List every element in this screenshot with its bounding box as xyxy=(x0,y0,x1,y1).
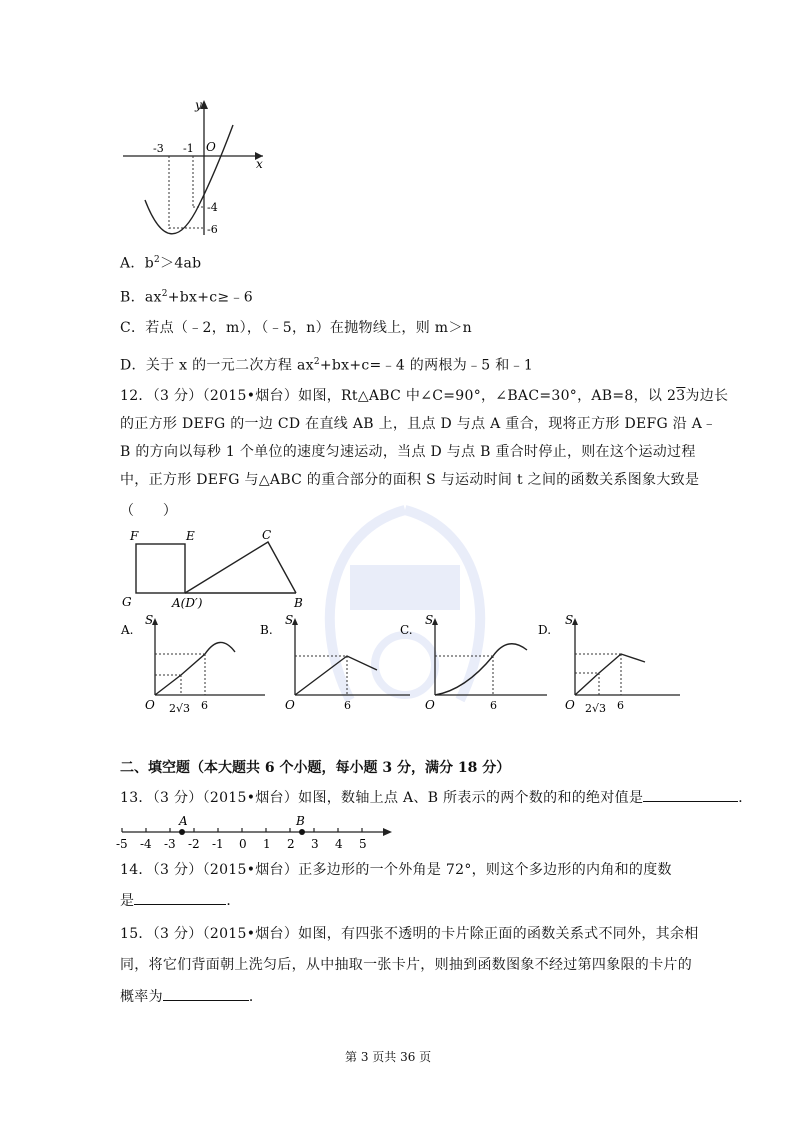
graph-option-c xyxy=(400,613,547,712)
tick-label: 6 xyxy=(617,699,624,712)
q12-line-3: B 的方向以每秒 1 个单位的速度匀速运动，当点 D 与点 B 重合时停止，则在这个运动过程 xyxy=(120,444,696,460)
number-line-arrow xyxy=(383,828,392,836)
option-label: B. xyxy=(260,623,273,637)
y-axis-label: y xyxy=(195,98,202,112)
tick-label: -3 xyxy=(153,142,164,155)
q15-line-1: 15．（3 分）（2015•烟台）如图，有四张不透明的卡片除正面的函数关系式不同外，其余相 xyxy=(120,926,699,942)
tick-label: 6 xyxy=(344,699,351,712)
section-heading: 二、填空题（本大题共 6 个小题，每小题 3 分，满分 18 分） xyxy=(120,760,511,776)
axis-label: S xyxy=(565,613,574,627)
origin-label: O xyxy=(285,698,295,712)
tick-label: -1 xyxy=(212,837,224,851)
q11-option-a: A．$b^2>4ab$ xyxy=(120,255,202,272)
q12-line-4: 中，正方形 DEFG 与△ABC 的重合部分的面积 S 与运动时间 t 之间的函数关系图象大致是 xyxy=(120,472,700,488)
q15-line-2: 同，将它们背面朝上洗匀后，从中抽取一张卡片，则抽到函数图象不经过第四象限的卡片的 xyxy=(120,957,692,973)
graph-option-d xyxy=(538,613,680,715)
tick-label: 2 xyxy=(287,837,295,851)
graph-option-b xyxy=(260,613,410,712)
tick-label: 1 xyxy=(263,837,271,851)
tick-label: 2√3 xyxy=(585,702,607,715)
answer-blank xyxy=(134,890,226,905)
point-a-marker xyxy=(179,829,185,835)
point-label: F xyxy=(130,529,139,543)
tick-label: 6 xyxy=(201,699,208,712)
q12-answer-paren: （ ） xyxy=(120,503,178,519)
square-triangle-figure xyxy=(118,528,318,610)
x-axis-label: x xyxy=(256,157,263,171)
q14-line-1: 14．（3 分）（2015•烟台）正多边形的一个外角是 72°，则这个多边形的内角和的度数 xyxy=(120,862,672,878)
tick-label: -2 xyxy=(188,837,200,851)
tick-label: 3 xyxy=(311,837,319,851)
option-label: C. xyxy=(400,623,413,637)
axis-label: S xyxy=(425,613,434,627)
point-b-marker xyxy=(299,829,305,835)
option-label: D. xyxy=(538,623,552,637)
origin-label: O xyxy=(206,140,216,154)
graph-option-a xyxy=(120,613,265,715)
origin-label: O xyxy=(145,698,155,712)
point-a-label: A xyxy=(179,814,188,828)
q12-line-1: 12．（3 分）（2015•烟台）如图，Rt△ABC 中∠C=90°，∠BAC=30°，AB=8，以 23为边长 xyxy=(120,388,729,404)
axis-label: S xyxy=(285,613,294,627)
tick-label: -4 xyxy=(207,201,218,214)
point-label: B xyxy=(294,596,303,610)
tick-label: -4 xyxy=(140,837,152,851)
answer-blank xyxy=(163,986,249,1001)
tick-label: -5 xyxy=(116,837,128,851)
tick-label: 0 xyxy=(239,837,247,851)
triangle-abc xyxy=(185,542,296,593)
point-label: G xyxy=(122,595,132,609)
origin-label: O xyxy=(565,698,575,712)
point-label: A(D′) xyxy=(172,596,203,610)
number-line xyxy=(118,812,398,852)
q11-option-c: C．若点（﹣2，m），（﹣5，n）在抛物线上，则 m＞n xyxy=(120,320,472,336)
origin-label: O xyxy=(425,698,435,712)
tick-label: -3 xyxy=(164,837,176,851)
q15-line-3: 概率为 ． xyxy=(120,986,263,1007)
q13-text: 13．（3 分）（2015•烟台）如图，数轴上点 A、B 所表示的两个数的和的绝对值是 ． xyxy=(120,787,753,808)
page-footer: 第 3 页共 36 页 xyxy=(345,1050,432,1064)
tick-label: 6 xyxy=(490,699,497,712)
point-label: E xyxy=(186,529,195,543)
q12-line-2: 的正方形 DEFG 的一边 CD 在直线 AB 上，且点 D 与点 A 重合，现将正方形 DEFG 沿 A﹣ xyxy=(120,416,717,432)
parabola-figure xyxy=(115,95,275,245)
tick-label: 2√3 xyxy=(169,702,191,715)
point-b-label: B xyxy=(296,814,305,828)
tick-label: 4 xyxy=(335,837,343,851)
tick-label: -6 xyxy=(207,223,218,236)
axis-label: S xyxy=(145,613,154,627)
square-defg xyxy=(136,544,185,593)
q11-option-b: B．$ax^2+bx+c\ge﹣6$ xyxy=(120,289,253,306)
q11-option-d: D．关于 x 的一元二次方程 $ax^2+bx+c=﹣4$ 的两根为﹣5 和﹣1 xyxy=(120,357,534,374)
tick-label: -1 xyxy=(183,142,194,155)
tick-label: 5 xyxy=(359,837,367,851)
answer-blank xyxy=(643,787,738,802)
q12-option-graphs xyxy=(115,610,695,720)
q14-line-2: 是 ． xyxy=(120,890,241,911)
point-label: C xyxy=(262,528,272,542)
option-label: A. xyxy=(121,623,134,637)
